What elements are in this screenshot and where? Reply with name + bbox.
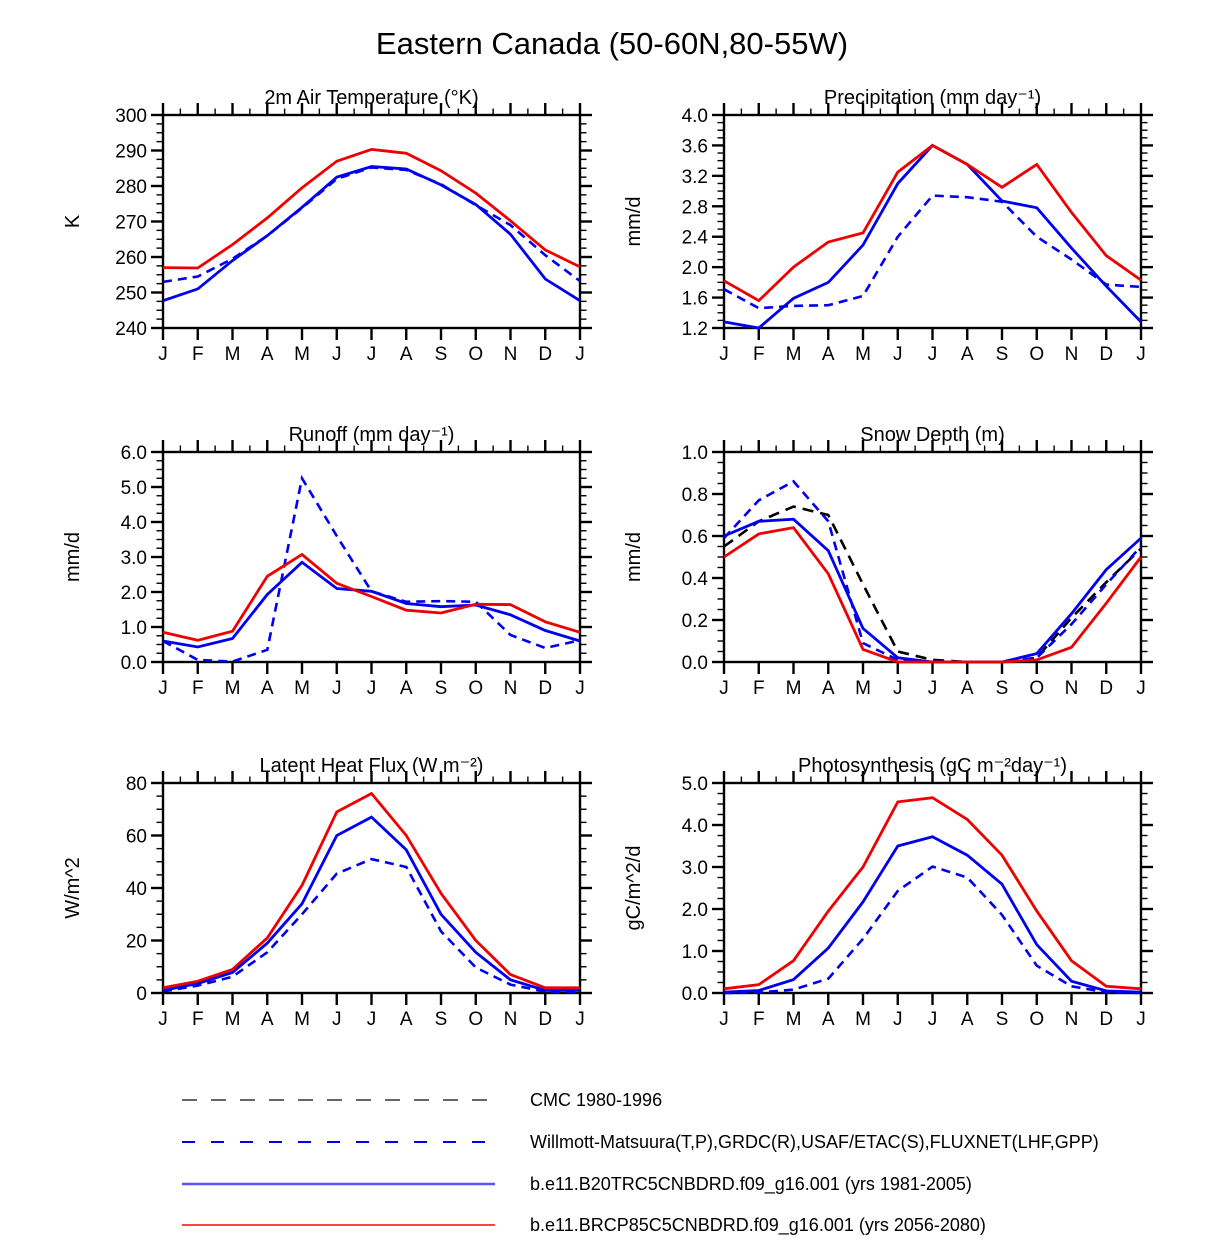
month-label: O [468, 344, 484, 365]
legend-entry-observations [180, 1130, 1099, 1154]
month-label: A [260, 678, 274, 699]
y-tick-label: 0 [136, 984, 147, 1005]
month-label: M [855, 344, 871, 365]
month-label: J [575, 344, 585, 365]
month-label: F [191, 344, 204, 365]
month-label: F [191, 678, 204, 699]
y-tick-label: 1.6 [681, 288, 708, 310]
month-label: S [434, 678, 448, 699]
month-label: N [503, 1009, 518, 1030]
series-line-fluxnet-obs [724, 867, 1141, 993]
month-label: F [752, 1009, 765, 1030]
legend-line-cmc-dashed [180, 1088, 497, 1112]
series-line-willmott-matsuura-obs [724, 196, 1141, 309]
figure-title: Eastern Canada (50-60N,80-55W) [375, 26, 849, 61]
month-label: O [468, 678, 484, 699]
y-axis-label: W/m^2 [62, 857, 84, 919]
month-label: A [260, 344, 274, 365]
month-label: M [224, 344, 241, 365]
month-label: M [855, 1009, 871, 1030]
series-line-rcp85-yrs-2056-2080- [724, 145, 1141, 300]
month-label: J [719, 344, 729, 365]
month-label: A [399, 344, 413, 365]
y-tick-label: 1.0 [681, 443, 708, 464]
y-tick-label: 40 [125, 879, 147, 900]
legend-line-rcp85-solid [180, 1213, 497, 1237]
y-tick-label: 2.0 [681, 900, 708, 921]
month-label: J [1136, 678, 1146, 699]
y-tick-label: 3.2 [681, 166, 708, 188]
y-tick-label: 3.0 [120, 548, 147, 569]
chart-photosynthesis [612, 726, 1224, 1046]
y-tick-label: 290 [115, 141, 147, 163]
y-tick-label: 250 [115, 283, 147, 305]
legend-entry-cmc [180, 1088, 662, 1112]
series-line-b20trc-yrs-1981-2005- [724, 145, 1141, 328]
month-label: J [893, 1009, 903, 1030]
month-label: J [366, 344, 377, 365]
y-tick-label: 0.2 [681, 611, 708, 632]
month-label: D [538, 678, 553, 699]
month-label: D [1099, 344, 1114, 365]
month-label: N [1064, 344, 1079, 365]
y-tick-label: 6.0 [120, 443, 147, 464]
y-tick-label: 0.8 [681, 485, 708, 506]
month-label: J [927, 344, 938, 365]
series-line-rcp85-yrs-2056-2080- [163, 555, 580, 641]
legend-line-obs-dashed [180, 1130, 497, 1154]
legend-label-observations: Willmott-Matsuura(T,P),GRDC(R),USAF/ETAC(S),FLUXNET(LHF,GPP) [530, 1131, 1099, 1152]
legend-entry-b20trc [180, 1172, 972, 1196]
month-label: A [960, 678, 974, 699]
y-tick-label: 80 [125, 774, 147, 795]
y-tick-label: 240 [115, 319, 147, 340]
month-label: O [1029, 678, 1045, 699]
month-label: D [1099, 1009, 1114, 1030]
month-label: S [434, 1009, 448, 1030]
y-tick-label: 2.4 [681, 227, 708, 249]
y-tick-label: 20 [125, 931, 147, 953]
series-line-rcp85-yrs-2056-2080- [724, 528, 1141, 662]
month-label: S [995, 1009, 1009, 1030]
plot-frame [163, 115, 580, 328]
month-label: N [503, 678, 518, 699]
y-tick-label: 2.8 [681, 197, 708, 219]
month-label: A [399, 1009, 413, 1030]
month-label: J [575, 1009, 585, 1030]
y-tick-label: 0.4 [681, 569, 708, 590]
month-label: D [1099, 678, 1114, 699]
month-label: A [821, 344, 835, 365]
month-label: A [821, 678, 835, 699]
month-label: A [960, 344, 974, 365]
y-tick-label: 4.0 [681, 106, 708, 127]
month-label: M [785, 344, 802, 365]
panel-title: 2m Air Temperature (°K) [264, 87, 479, 109]
legend-label-cmc: CMC 1980-1996 [530, 1089, 663, 1110]
month-label: M [785, 1009, 802, 1030]
chart-2m-air-temperature [0, 60, 612, 380]
legend-entry-rcp85 [180, 1213, 986, 1237]
month-label: O [1029, 344, 1045, 365]
month-label: S [995, 678, 1009, 699]
month-label: D [538, 1009, 553, 1030]
y-tick-label: 1.2 [681, 319, 708, 340]
plot-frame [724, 452, 1141, 662]
panel-title: Photosynthesis (gC m⁻²day⁻¹) [798, 755, 1067, 777]
month-label: J [366, 678, 377, 699]
month-label: D [538, 344, 553, 365]
month-label: J [1136, 1009, 1146, 1030]
month-label: A [960, 1009, 974, 1030]
month-label: M [855, 678, 871, 699]
series-line-rcp85-yrs-2056-2080- [724, 798, 1141, 989]
plot-frame [724, 783, 1141, 993]
y-tick-label: 300 [115, 106, 147, 127]
month-label: F [191, 1009, 204, 1030]
panel-title: Latent Heat Flux (W m⁻²) [259, 755, 484, 777]
month-label: J [158, 678, 168, 699]
month-label: A [399, 678, 413, 699]
series-line-b20trc-yrs-1981-2005- [163, 817, 580, 990]
month-label: M [294, 1009, 310, 1030]
month-label: A [260, 1009, 274, 1030]
panel-title: Precipitation (mm day⁻¹) [823, 87, 1042, 109]
y-tick-label: 0.0 [681, 984, 708, 1005]
month-label: O [468, 1009, 484, 1030]
month-label: M [224, 1009, 241, 1030]
y-axis-label: K [62, 214, 84, 229]
month-label: A [821, 1009, 835, 1030]
y-tick-label: 0.0 [681, 653, 708, 674]
month-label: N [1064, 678, 1079, 699]
month-label: J [927, 678, 938, 699]
y-tick-label: 5.0 [120, 478, 147, 499]
month-label: J [893, 344, 903, 365]
plot-frame [163, 783, 580, 993]
month-label: J [158, 344, 168, 365]
month-label: J [332, 1009, 342, 1030]
legend-label-b20trc: b.e11.B20TRC5CNBDRD.f09_g16.001 (yrs 1981-2005) [530, 1173, 972, 1194]
y-tick-label: 2.0 [120, 583, 147, 604]
y-axis-label: mm/d [623, 196, 645, 247]
month-label: O [1029, 1009, 1045, 1030]
y-tick-label: 1.0 [120, 618, 147, 639]
month-label: J [893, 678, 903, 699]
series-line-b20trc-yrs-1981-2005- [724, 837, 1141, 992]
legend-line-historical-solid [180, 1172, 497, 1196]
y-tick-label: 0.0 [120, 653, 147, 674]
chart-snow-depth [612, 395, 1224, 715]
series-line-rcp85-yrs-2056-2080- [163, 794, 580, 988]
chart-precipitation [612, 60, 1224, 380]
y-tick-label: 1.0 [681, 942, 708, 963]
y-tick-label: 4.0 [681, 816, 708, 837]
y-axis-label: mm/d [623, 532, 645, 582]
month-label: M [785, 678, 802, 699]
y-tick-label: 3.6 [681, 136, 708, 158]
chart-runoff [0, 395, 612, 715]
month-label: F [752, 344, 765, 365]
month-label: J [158, 1009, 168, 1030]
y-tick-label: 60 [125, 826, 147, 848]
y-tick-label: 3.0 [681, 858, 708, 879]
y-axis-label: mm/d [62, 532, 84, 582]
chart-latent-heat-flux [0, 726, 612, 1046]
month-label: J [927, 1009, 938, 1030]
y-axis-label: gC/m^2/d [623, 845, 645, 931]
month-label: J [332, 344, 342, 365]
panel-title: Snow Depth (m) [860, 424, 1005, 446]
month-label: F [752, 678, 765, 699]
y-tick-label: 2.0 [681, 258, 708, 280]
y-tick-label: 260 [115, 248, 147, 269]
month-label: J [719, 1009, 729, 1030]
series-line-b20trc-yrs-1981-2005- [163, 167, 580, 301]
month-label: S [995, 344, 1009, 365]
y-tick-label: 270 [115, 212, 147, 234]
y-tick-label: 280 [115, 177, 147, 198]
month-label: N [1064, 1009, 1079, 1030]
y-tick-label: 0.6 [681, 527, 708, 548]
month-label: J [366, 1009, 377, 1030]
panel-title: Runoff (mm day⁻¹) [288, 424, 455, 446]
month-label: M [294, 678, 310, 699]
month-label: S [434, 344, 448, 365]
y-tick-label: 5.0 [681, 774, 708, 795]
month-label: N [503, 344, 518, 365]
month-label: M [294, 344, 310, 365]
month-label: J [1136, 344, 1146, 365]
plot-frame [163, 452, 580, 662]
month-label: J [719, 678, 729, 699]
legend-label-rcp85: b.e11.BRCP85C5CNBDRD.f09_g16.001 (yrs 2056-2080) [530, 1214, 986, 1235]
month-label: M [224, 678, 241, 699]
y-tick-label: 4.0 [120, 513, 147, 534]
month-label: J [575, 678, 585, 699]
month-label: J [332, 678, 342, 699]
